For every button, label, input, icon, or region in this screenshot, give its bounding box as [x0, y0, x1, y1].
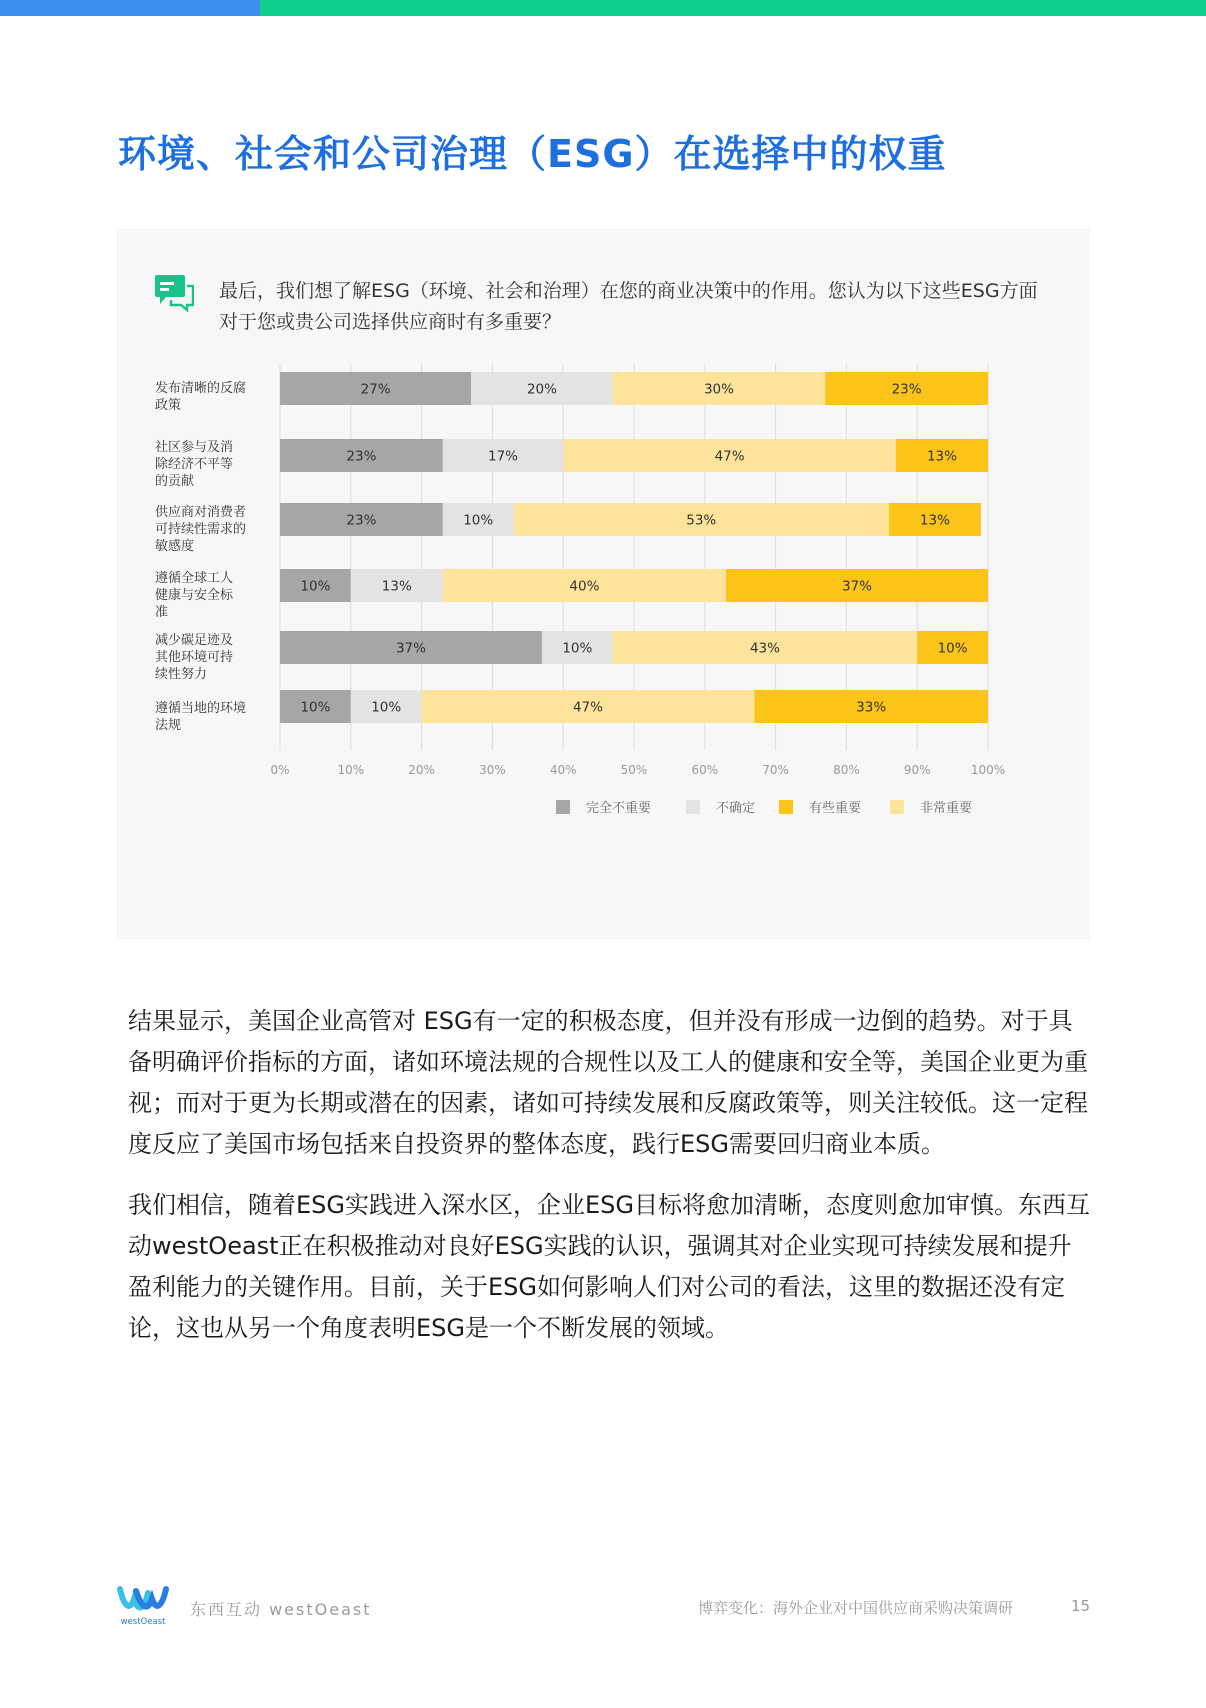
x-tick-label: 20%	[408, 763, 435, 777]
data-label: 23%	[346, 448, 377, 465]
x-tick-label: 90%	[903, 763, 931, 777]
top-accent-bar-blue	[0, 0, 260, 16]
body-text	[128, 1001, 1093, 1369]
x-tick-label: 70%	[762, 763, 789, 777]
footer-brand: 东西互动 westOeast	[190, 1600, 372, 1619]
data-label: 47%	[714, 448, 745, 465]
data-label: 40%	[569, 578, 600, 595]
data-label: 23%	[346, 512, 377, 529]
data-label: 17%	[488, 448, 519, 465]
category-label: 减少碳足迹及其他环境可持续性努力	[155, 633, 234, 682]
legend-swatch	[779, 800, 793, 814]
x-tick-label: 30%	[479, 763, 506, 777]
category-label: 供应商对消费者可持续性需求的敏感度	[155, 505, 247, 554]
legend-label: 有些重要	[809, 801, 862, 816]
category-label: 社区参与及消除经济不平等的贡献	[155, 440, 234, 489]
data-label: 43%	[749, 640, 780, 657]
legend-label: 完全不重要	[586, 801, 652, 816]
legend-swatch	[686, 800, 700, 814]
page-number: 15	[1071, 1597, 1091, 1615]
data-label: 10%	[937, 640, 968, 657]
x-tick-label: 40%	[549, 763, 577, 777]
legend-label: 不确定	[716, 801, 756, 816]
logo-wordmark: westOeast	[120, 1617, 166, 1627]
page-title: 环境、社会和公司治理（ESG）在选择中的权重	[118, 132, 947, 176]
legend-label: 非常重要	[920, 801, 973, 816]
x-tick-label: 50%	[620, 763, 648, 777]
data-label: 13%	[381, 578, 412, 595]
top-accent-bar	[0, 0, 1206, 16]
category-label: 遵循全球工人健康与安全标准	[155, 571, 234, 620]
data-label: 27%	[360, 381, 391, 398]
legend-swatch	[890, 800, 904, 814]
data-label: 47%	[572, 699, 603, 716]
stacked-bar-chart	[116, 228, 1090, 940]
paragraph: 我们相信，随着ESG实践进入深水区，企业ESG目标将愈加清晰，态度则愈加审慎。东西互动westOeast正在积极推动对良好ESG实践的认识，强调其对企业实现可持续发展和提升盈利能力的关键作用。目前，关于ESG如何影响人们对公司的看法，这里的数据还没有定论，这也从另一个角度表明ESG是一个不断发展的领域。	[128, 1191, 1090, 1342]
data-label: 33%	[856, 699, 887, 716]
category-label: 遵循当地的环境法规	[155, 701, 247, 733]
category-label: 发布清晰的反腐政策	[155, 381, 247, 413]
data-label: 10%	[463, 512, 494, 529]
data-label: 37%	[395, 640, 426, 657]
data-label: 13%	[926, 448, 957, 465]
legend-swatch	[556, 800, 570, 814]
data-label: 10%	[300, 578, 331, 595]
data-label: 20%	[526, 381, 557, 398]
chart-card	[116, 228, 1090, 940]
footer-document-title: 博弈变化：海外企业对中国供应商采购决策调研	[698, 1599, 1014, 1617]
data-label: 13%	[919, 512, 950, 529]
x-tick-label: 60%	[691, 763, 719, 777]
data-label: 10%	[562, 640, 593, 657]
data-label: 53%	[686, 512, 717, 529]
data-label: 30%	[703, 381, 734, 398]
westoeast-logo	[116, 1585, 170, 1627]
data-label: 37%	[842, 578, 873, 595]
x-tick-label: 80%	[833, 763, 860, 777]
top-accent-bar-green	[260, 0, 1206, 16]
x-tick-label: 100%	[970, 763, 1006, 777]
survey-question: 最后，我们想了解ESG（环境、社会和治理）在您的商业决策中的作用。您认为以下这些ESG方面对于您或贵公司选择供应商时有多重要？	[219, 280, 1038, 333]
x-tick-label: 0%	[270, 763, 290, 777]
data-label: 23%	[891, 381, 922, 398]
data-label: 10%	[300, 699, 331, 716]
paragraph: 结果显示，美国企业高管对 ESG有一定的积极态度，但并没有形成一边倒的趋势。对于具备明确评价指标的方面，诸如环境法规的合规性以及工人的健康和安全等，美国企业更为重视；而对于更为长期或潜在的因素，诸如可持续发展和反腐政策等，则关注较低。这一定程度反应了美国市场包括来自投资界的整体态度，践行ESG需要回归商业本质。	[128, 1007, 1088, 1158]
x-tick-label: 10%	[337, 763, 365, 777]
data-label: 10%	[371, 699, 402, 716]
